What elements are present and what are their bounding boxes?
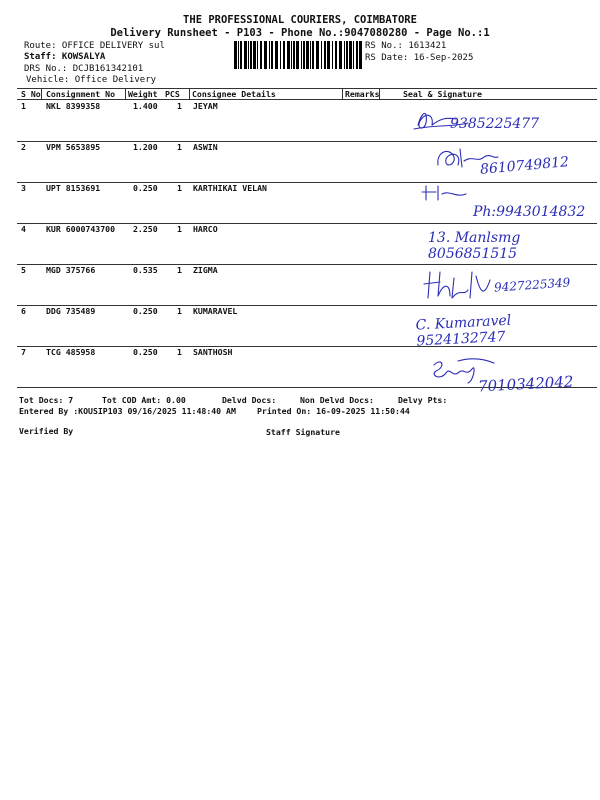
row-consignee: KARTHIKAI VELAN (193, 183, 267, 193)
row-sno: 2 (21, 142, 26, 152)
row-pcs: 1 (177, 101, 182, 111)
row-consignment-no: UPT 8153691 (46, 183, 101, 193)
row-pcs: 1 (177, 347, 182, 357)
row-consignee: ASWIN (193, 142, 218, 152)
row-weight: 0.250 (133, 183, 158, 193)
staff-label: Staff: KOWSALYA (24, 52, 106, 62)
row-pcs: 1 (177, 142, 182, 152)
row-consignment-no: TCG 485958 (46, 347, 96, 357)
handwritten-phone-5: 9427225349 (493, 275, 571, 295)
signature-3 (420, 182, 470, 204)
row-pcs: 1 (177, 265, 182, 275)
staff-signature: Staff Signature (266, 427, 340, 437)
row-sno: 6 (21, 306, 26, 316)
row-consignee: JEYAM (193, 101, 218, 111)
route-label: Route: OFFICE DELIVERY sul (24, 41, 165, 51)
row-divider (17, 305, 597, 306)
col-sno: S No (21, 89, 41, 99)
drs-number: DRS No.: DCJB161342101 (24, 64, 144, 74)
row-pcs: 1 (177, 183, 182, 193)
handwritten-note-4: 13. Manlsmg 8056851515 (428, 230, 521, 262)
row-consignment-no: VPM 5653895 (46, 142, 101, 152)
row-divider (17, 264, 597, 265)
row-divider (17, 346, 597, 347)
row-pcs: 1 (177, 306, 182, 316)
company-title: THE PROFESSIONAL COURIERS, COIMBATORE (183, 14, 417, 26)
row-pcs: 1 (177, 224, 182, 234)
row-consignment-no: NKL 8399358 (46, 101, 101, 111)
col-remarks: Remarks (345, 89, 380, 99)
row-divider (17, 182, 597, 183)
row-divider (17, 141, 597, 142)
row-consignee: ZIGMA (193, 265, 218, 275)
tot-docs: Tot Docs: 7 (19, 395, 74, 405)
col-consignment: Consignment No (46, 89, 116, 99)
row-weight: 0.250 (133, 306, 158, 316)
row-sno: 1 (21, 101, 26, 111)
row-sno: 5 (21, 265, 26, 275)
tot-cod-amt: Tot COD Amt: 0.00 (102, 395, 186, 405)
handwritten-phone-3: Ph:9943014832 (473, 204, 586, 220)
row-consignee: HARCO (193, 224, 218, 234)
entered-by: Entered By :KOUSIP103 09/16/2025 11:48:40 AM (19, 406, 236, 416)
row-consignee: SANTHOSH (193, 347, 233, 357)
handwritten-note-6: C. Kumaravel 9524132747 (415, 312, 512, 350)
row-weight: 1.400 (133, 101, 158, 111)
delvy-pts: Delvy Pts: (398, 395, 448, 405)
rs-date: RS Date: 16-Sep-2025 (365, 53, 474, 63)
col-consignee: Consignee Details (192, 89, 276, 99)
row-sno: 7 (21, 347, 26, 357)
verified-by: Verified By (19, 426, 74, 436)
row-weight: 0.250 (133, 347, 158, 357)
printed-on: Printed On: 16-09-2025 11:50:44 (257, 406, 410, 416)
row-weight: 0.535 (133, 265, 158, 275)
handwritten-phone-7: 7010342042 (477, 372, 574, 396)
col-pcs: PCS (165, 89, 180, 99)
row-consignee: KUMARAVEL (193, 306, 238, 316)
row-weight: 1.200 (133, 142, 158, 152)
col-weight: Weight (128, 89, 158, 99)
handwritten-phone-1: 9385225477 (450, 116, 540, 132)
col-seal-signature: Seal & Signature (403, 89, 482, 99)
barcode (234, 41, 362, 69)
non-delvd-docs: Non Delvd Docs: (300, 395, 374, 405)
row-consignment-no: DDG 735489 (46, 306, 96, 316)
delvd-docs: Delvd Docs: (222, 395, 277, 405)
row-weight: 2.250 (133, 224, 158, 234)
signature-5 (420, 268, 500, 302)
runsheet-subtitle: Delivery Runsheet - P103 - Phone No.:9047080280 - Page No.:1 (110, 27, 490, 39)
row-sno: 3 (21, 183, 26, 193)
row-consignment-no: KUR 6000743700 (46, 224, 116, 234)
row-sno: 4 (21, 224, 26, 234)
row-consignment-no: MGD 375766 (46, 265, 96, 275)
vehicle-label: Vehicle: Office Delivery (26, 75, 157, 85)
rs-number: RS No.: 1613421 (365, 41, 447, 51)
handwritten-phone-2: 8610749812 (479, 154, 570, 178)
